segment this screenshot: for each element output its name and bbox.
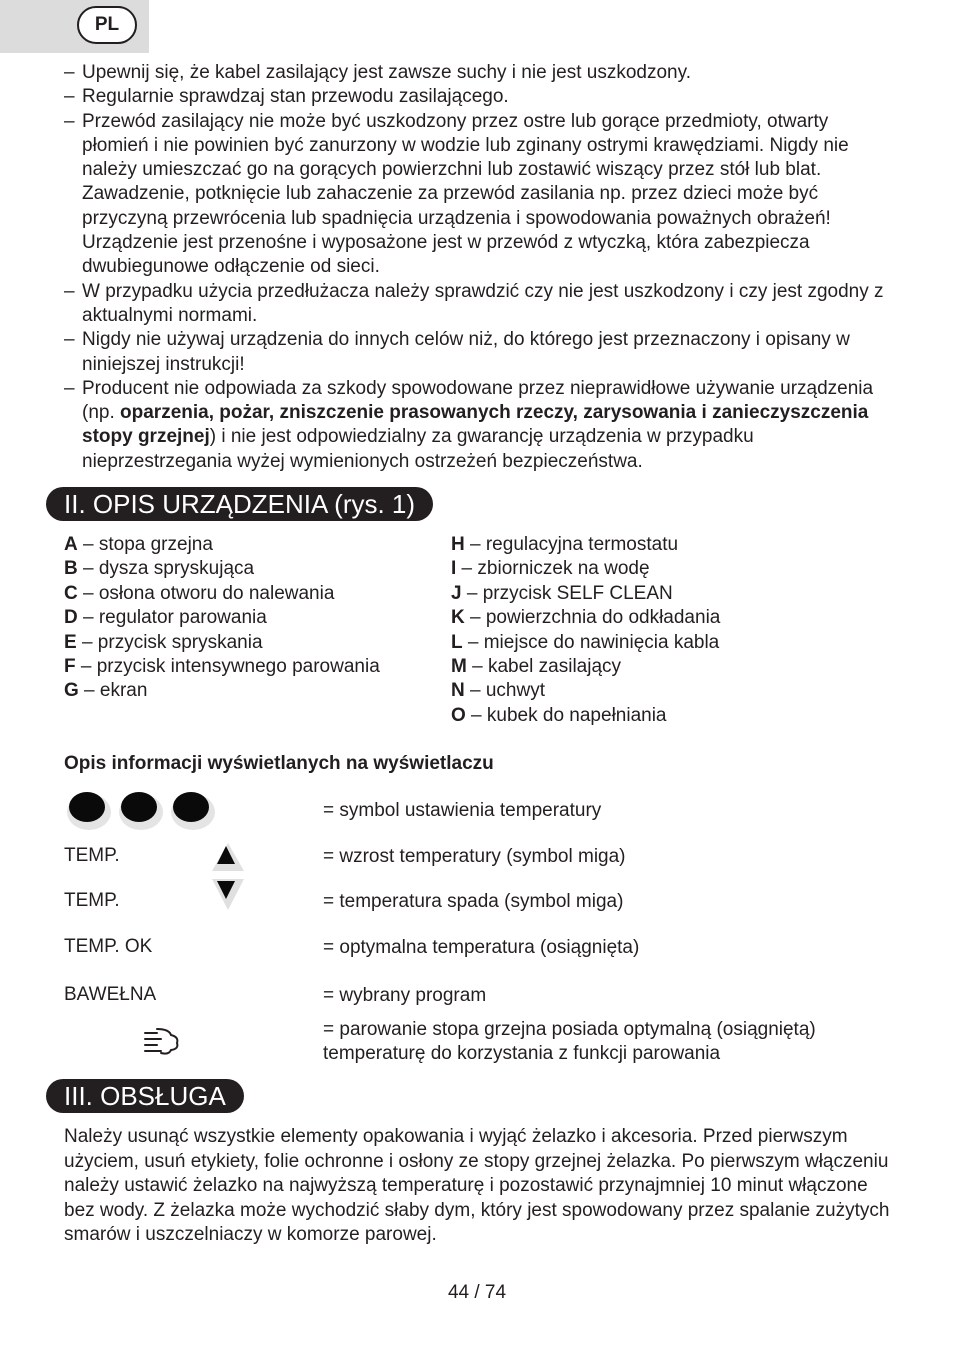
- arrow-down-icon: [210, 876, 246, 912]
- part-item: A – stopa grzejna: [64, 534, 213, 555]
- display-desc-temp-symbol: = symbol ustawienia temperatury: [323, 800, 602, 821]
- part-item: H – regulacyjna termostatu: [451, 534, 679, 555]
- display-label-program: BAWEŁNA: [64, 984, 157, 1005]
- safety-list: [64, 61, 894, 474]
- part-item: O – kubek do napełniania: [451, 704, 667, 726]
- part-item: G – ekran: [64, 680, 148, 702]
- list-item: – W przypadku użycia przedłużacza należy sprawdzić czy nie jest uszkodzony i czy jest zgodny z aktualnymi normami.: [64, 280, 884, 326]
- part-item: C – osłona otworu do nalewania: [64, 582, 335, 604]
- three-dots-icon: [64, 788, 218, 832]
- part-item: B – dysza spryskująca: [64, 558, 255, 580]
- part-item: E – przycisk spryskania: [64, 631, 263, 653]
- display-desc-temp-up: = wzrost temperatury (symbol miga): [323, 846, 626, 867]
- operation-paragraph: Należy usunąć wszystkie elementy opakowania i wyjąć żelazko i akcesoria. Przed pierwszym użyciem, usuń etykiety, folie ochronne i osłony ze stopy grzejnej żelazka. Po pierwszym włączeniu należy ustawić żelazko na najwyższą temperaturę i pozostawić przynajmniej 10 minut włączone bez wody. Z żelazka może wychodzić słaby dym, który jest spowodowany przez spalanie zużytych smarów i uszczelniaczy w komorze parowej.: [64, 1126, 890, 1246]
- arrow-up-icon: [210, 840, 246, 874]
- display-info-title: Opis informacji wyświetlanych na wyświetlaczu: [64, 753, 494, 774]
- part-item: L – miejsce do nawinięcia kabla: [451, 631, 720, 653]
- parts-list-left: [64, 533, 380, 704]
- list-item-bold-text: oparzenia, pożar, zniszczenie prasowanych rzeczy, zarysowania i zanieczyszczenia stopy grzejnej: [82, 402, 869, 448]
- part-item: K – powierzchnia do odkładania: [451, 607, 721, 629]
- part-item: F – przycisk intensywnego parowania: [64, 656, 380, 678]
- list-item: – Regularnie sprawdzaj stan przewodu zasilającego.: [64, 86, 509, 108]
- list-item: – Przewód zasilający nie może być uszkodzony przez ostre lub gorące przedmioty, otwarty płomień i nie powinien być zanurzony w wodzie lub zginany ostrymi krawędziami. Nigdy nie należy umieszczać go na gorących powierzchni lub zostawić wiszący przez stół lub blat. Zawadzenie, potknięcie lub zahaczenie za przewód zasilania np. przez dzieci może być przyczyną przewrócenia lub spadnięcia urządzenia i spowodowania poważnych obrażeń! Urządzenie jest przenośne i wyposażone jest w przewód z wtyczką, która zabezpiecza dwubiegunowe odłączenie od sieci.: [64, 110, 849, 278]
- part-item: I – zbiorniczek na wodę: [451, 558, 650, 580]
- part-item: D – regulator parowania: [64, 607, 267, 629]
- part-item: J – przycisk SELF CLEAN: [451, 582, 673, 604]
- display-desc-steam: = parowanie stopa grzejna posiada optymalną (osiągniętą) temperaturę do korzystania z funkcji parowania: [323, 1019, 816, 1065]
- list-item-text: Przewód zasilający nie może być uszkodzony przez ostre lub gorące przedmioty, otwarty płomień i nie powinien być zanurzony w wodzie lub zginany ostrymi krawędziami. Nigdy nie należy umieszczać go na gorących powierzchni lub zostawić wiszący przez stół lub blat. Zawadzenie, potknięcie lub zahaczenie za przewód zasilania np. przez dzieci może być przyczyną przewrócenia lub spadnięcia urządzenia i spowodowania poważnych obrażeń! Urządzenie jest przenośne i wyposażone jest w przewód z wtyczką, która zabezpiecza dwubiegunowe odłączenie od sieci.: [82, 110, 849, 278]
- display-desc-temp-ok: = optymalna temperatura (osiągnięta): [323, 937, 640, 958]
- list-item: – Producent nie odpowiada za szkody spowodowane przez nieprawidłowe używanie urządzenia (np. oparzenia, pożar, zniszczenie prasowanych rzeczy, zarysowania i zanieczyszczenia stopy grzejnej) i nie jest odpowiedzialny za gwarancję urządzenia w przypadku nieprzestrzegania wyżej wymienionych ostrzeżeń bezpieczeństwa.: [64, 377, 874, 472]
- display-desc-program: = wybrany program: [323, 985, 487, 1006]
- list-item: – Upewnij się, że kabel zasilający jest zawsze suchy i nie jest uszkodzony.: [64, 62, 691, 83]
- display-label-temp-down: TEMP.: [64, 890, 120, 911]
- list-item-text: W przypadku użycia przedłużacza należy sprawdzić czy nie jest uszkodzony i czy jest zgodny z aktualnymi normami.: [82, 280, 884, 326]
- part-item: N – uchwyt: [451, 680, 545, 702]
- section-heading-description: II. OPIS URZĄDZENIA (rys. 1): [46, 487, 433, 521]
- part-item: M – kabel zasilający: [451, 656, 622, 678]
- language-tab: [0, 0, 149, 53]
- list-item-text: Upewnij się, że kabel zasilający jest zawsze suchy i nie jest uszkodzony.: [82, 62, 691, 83]
- parts-list-right: [451, 533, 720, 728]
- steam-icon: [143, 1025, 181, 1057]
- language-badge: PL: [77, 6, 137, 44]
- display-desc-temp-down: = temperatura spada (symbol miga): [323, 891, 624, 912]
- section-heading-operation: III. OBSŁUGA: [46, 1079, 244, 1113]
- display-label-temp-up: TEMP.: [64, 845, 120, 866]
- display-label-temp-ok: TEMP. OK: [64, 936, 153, 957]
- list-item: – Nigdy nie używaj urządzenia do innych celów niż, do którego jest przeznaczony i opisany w niniejszej instrukcji!: [64, 329, 850, 375]
- page-number: 44 / 74: [447, 1282, 507, 1303]
- list-item-text: Nigdy nie używaj urządzenia do innych celów niż, do którego jest przeznaczony i opisany w niniejszej instrukcji!: [82, 329, 850, 375]
- list-item-text: Producent nie odpowiada za szkody spowodowane przez nieprawidłowe używanie urządzenia (np.: [82, 377, 874, 424]
- list-item-text: ) i nie jest odpowiedzialny za gwarancję urządzenia w przypadku nieprzestrzegania wyżej wymienionych ostrzeżeń bezpieczeństwa.: [82, 426, 754, 472]
- list-item-text: Regularnie sprawdzaj stan przewodu zasilającego.: [82, 86, 509, 108]
